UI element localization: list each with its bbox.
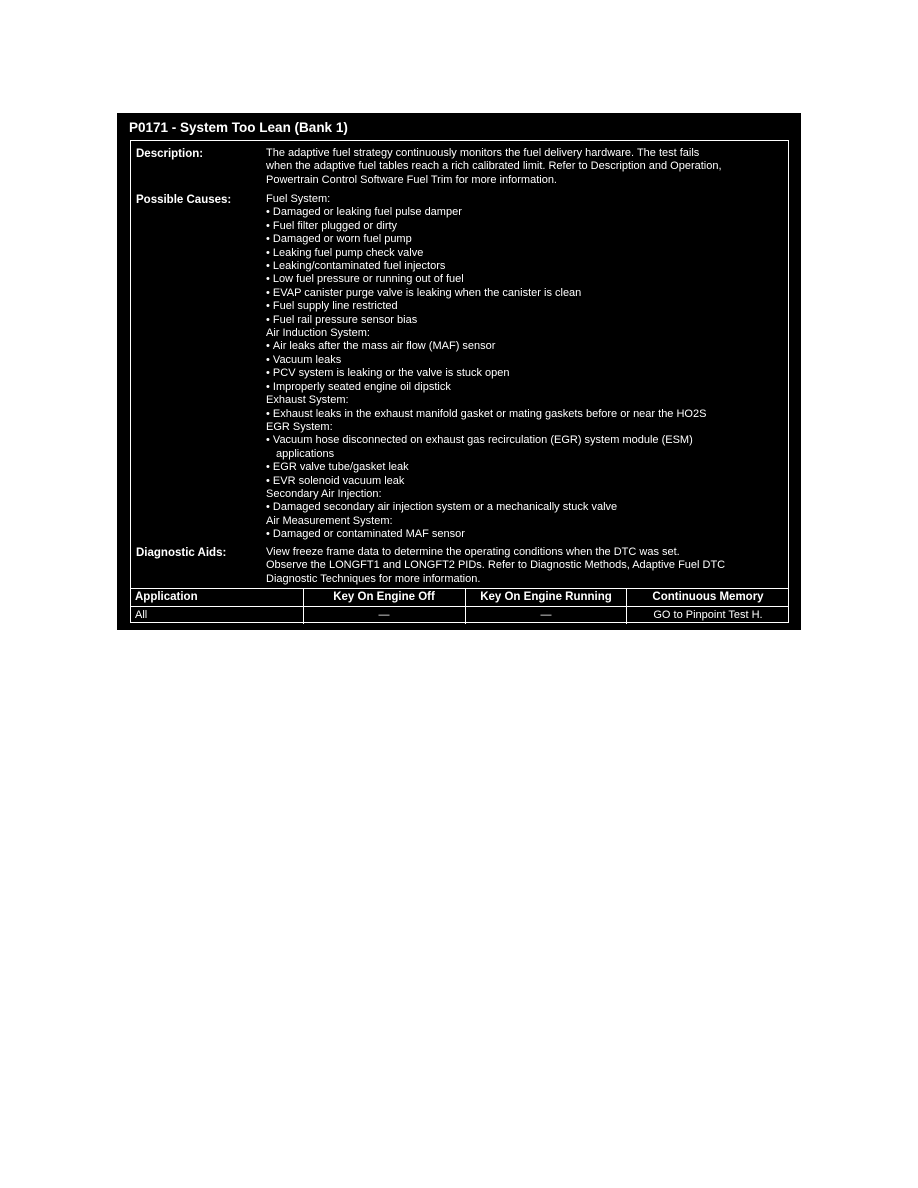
description-line: The adaptive fuel strategy continuously monitors the fuel delivery hardware. The test fails: [266, 147, 700, 159]
cause-item: • Exhaust leaks in the exhaust manifold gasket or mating gaskets before or near the HO2S: [266, 408, 786, 421]
cause-item: • PCV system is leaking or the valve is stuck open: [266, 367, 786, 380]
cause-item: • Fuel rail pressure sensor bias: [266, 314, 786, 327]
diagnostic-aids-line: Observe the LONGFT1 and LONGFT2 PIDs. Refer to Diagnostic Methods, Adaptive Fuel DTC: [266, 559, 726, 572]
diagnostic-aids-line: Diagnostic Techniques for more information.: [266, 572, 481, 585]
possible-causes-label: Possible Causes:: [136, 194, 232, 206]
possible-causes-list: [266, 193, 786, 542]
description-label: Description:: [136, 148, 204, 160]
diagnostic-aids-text: [266, 546, 786, 586]
cause-item: • Air leaks after the mass air flow (MAF) sensor: [266, 340, 786, 353]
cause-group-heading: Air Measurement System:: [266, 514, 393, 527]
cause-group-heading: Secondary Air Injection:: [266, 487, 382, 500]
cause-item: • Low fuel pressure or running out of fuel: [266, 273, 786, 286]
cell-key-on-engine-off: —: [378, 609, 390, 621]
header-key-on-engine-off: Key On Engine Off: [333, 591, 435, 603]
header-continuous-memory: Continuous Memory: [652, 591, 764, 603]
cause-item-continuation: applications: [276, 447, 335, 460]
cell-key-on-engine-running: —: [540, 609, 552, 621]
table-row: [131, 607, 788, 624]
cause-item: • Damaged or leaking fuel pulse damper: [266, 206, 786, 219]
cause-item: • Fuel supply line restricted: [266, 300, 786, 313]
cause-item: • Leaking fuel pump check valve: [266, 247, 786, 260]
cause-item: • Damaged or contaminated MAF sensor: [266, 528, 786, 541]
description-text: [266, 147, 786, 187]
cause-group-heading: Air Induction System:: [266, 327, 370, 340]
page-title: P0171 - System Too Lean (Bank 1): [129, 120, 348, 135]
cause-group-heading: EGR System:: [266, 420, 333, 433]
cell-application: All: [135, 609, 148, 621]
diagnostic-aids-label: Diagnostic Aids:: [136, 547, 227, 559]
diagnostic-aids-line: View freeze frame data to determine the operating conditions when the DTC was set.: [266, 546, 680, 558]
cause-item: • Vacuum leaks: [266, 354, 786, 367]
cause-item: • Damaged or worn fuel pump: [266, 233, 786, 246]
cause-item: • EVR solenoid vacuum leak: [266, 475, 786, 488]
cell-continuous-memory: GO to Pinpoint Test H.: [653, 609, 763, 621]
dtc-info-box: [130, 140, 789, 623]
cause-group-heading: Exhaust System:: [266, 394, 349, 407]
cause-item: • Leaking/contaminated fuel injectors: [266, 260, 786, 273]
header-key-on-engine-running: Key On Engine Running: [480, 591, 612, 603]
cause-item: • Damaged secondary air injection system or a mechanically stuck valve: [266, 501, 786, 514]
description-line: when the adaptive fuel tables reach a rich calibrated limit. Refer to Description and Operation,: [266, 160, 722, 173]
cause-group-heading: Fuel System:: [266, 193, 331, 205]
dtc-panel: [117, 113, 801, 630]
cause-item: • EVAP canister purge valve is leaking when the canister is clean: [266, 287, 786, 300]
description-line: Powertrain Control Software Fuel Trim for more information.: [266, 173, 557, 186]
cause-item: • Fuel filter plugged or dirty: [266, 220, 786, 233]
cause-item: • Vacuum hose disconnected on exhaust gas recirculation (EGR) system module (ESM): [266, 434, 786, 447]
cause-item: • EGR valve tube/gasket leak: [266, 461, 786, 474]
table-header-row: [131, 589, 788, 606]
header-application: Application: [135, 591, 198, 603]
cause-item: • Improperly seated engine oil dipstick: [266, 381, 786, 394]
